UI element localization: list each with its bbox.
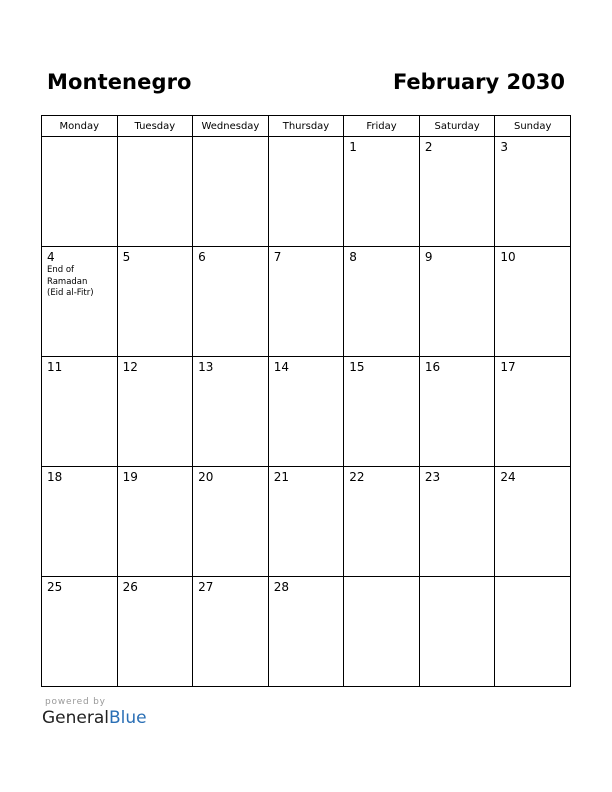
day-number: 2 (424, 140, 433, 154)
day-cell (495, 467, 571, 577)
day-number: 14 (273, 360, 289, 374)
week-row (42, 357, 571, 467)
day-cell (268, 467, 344, 577)
day-number: 20 (198, 470, 214, 484)
powered-by-label: powered by (45, 697, 106, 707)
day-number (495, 577, 570, 581)
holiday-label: End of Ramadan (Eid al-Fitr) (47, 265, 94, 299)
day-cell (419, 467, 495, 577)
day-cell (42, 137, 118, 247)
day-cell (344, 577, 420, 687)
day-cell (495, 137, 571, 247)
country-title: Montenegro (47, 70, 192, 94)
day-number: 13 (198, 360, 214, 374)
day-cell (193, 467, 269, 577)
month-title: February 2030 (392, 70, 565, 94)
day-cell (117, 577, 193, 687)
day-cell (495, 577, 571, 687)
day-cell (42, 357, 118, 467)
weekday-header: Monday (42, 116, 118, 137)
day-cell (344, 467, 420, 577)
day-cell (344, 137, 420, 247)
day-cell (268, 357, 344, 467)
day-number: 9 (424, 250, 433, 264)
weekday-header-row (42, 116, 571, 137)
day-cell (344, 357, 420, 467)
day-number: 26 (122, 580, 138, 594)
weekday-header: Tuesday (117, 116, 193, 137)
day-cell (268, 577, 344, 687)
day-cell (117, 137, 193, 247)
day-cell (42, 247, 118, 357)
day-number (193, 137, 268, 141)
day-cell (419, 357, 495, 467)
day-number: 19 (122, 470, 138, 484)
day-number: 21 (273, 470, 289, 484)
day-cell (117, 357, 193, 467)
day-number: 8 (349, 250, 357, 264)
week-row (42, 467, 571, 577)
week-row (42, 247, 571, 357)
day-cell (117, 467, 193, 577)
weekday-header: Sunday (495, 116, 571, 137)
day-cell (117, 247, 193, 357)
day-cell (344, 247, 420, 357)
brand-blue-text: Blue (109, 708, 147, 728)
day-number: 25 (47, 580, 63, 594)
day-number (118, 137, 193, 141)
day-cell (268, 137, 344, 247)
day-number: 16 (424, 360, 441, 374)
week-row (42, 137, 571, 247)
generalblue-logo[interactable] (42, 708, 147, 728)
day-number: 17 (500, 360, 516, 374)
day-number: 27 (198, 580, 214, 594)
day-number: 1 (349, 140, 357, 154)
weekday-header: Saturday (419, 116, 495, 137)
day-number: 12 (122, 360, 138, 374)
day-number: 24 (500, 470, 516, 484)
day-number: 23 (424, 470, 441, 484)
day-cell (193, 247, 269, 357)
day-cell (193, 357, 269, 467)
day-cell (495, 357, 571, 467)
day-number: 6 (198, 250, 206, 264)
day-number (344, 577, 419, 581)
day-number (420, 577, 495, 581)
day-number: 10 (500, 250, 516, 264)
day-number: 28 (273, 580, 289, 594)
brand-general-text: General (42, 708, 109, 728)
day-cell (419, 137, 495, 247)
weekday-header: Thursday (268, 116, 344, 137)
day-cell (419, 247, 495, 357)
day-number: 3 (500, 140, 509, 154)
day-number: 7 (273, 250, 282, 264)
day-number: 15 (349, 360, 365, 374)
day-cell (419, 577, 495, 687)
calendar-grid (41, 115, 571, 687)
day-number: 5 (122, 250, 131, 264)
day-number (269, 137, 344, 141)
day-cell (42, 467, 118, 577)
day-cell (193, 137, 269, 247)
day-cell (193, 577, 269, 687)
day-number: 22 (349, 470, 365, 484)
weekday-header: Wednesday (193, 116, 269, 137)
day-number (42, 137, 117, 141)
weekday-header: Friday (344, 116, 420, 137)
day-cell (495, 247, 571, 357)
day-number: 4 (47, 250, 55, 264)
week-row (42, 577, 571, 687)
day-number: 18 (47, 470, 63, 484)
day-cell (42, 577, 118, 687)
day-cell (268, 247, 344, 357)
day-number: 11 (47, 360, 63, 374)
